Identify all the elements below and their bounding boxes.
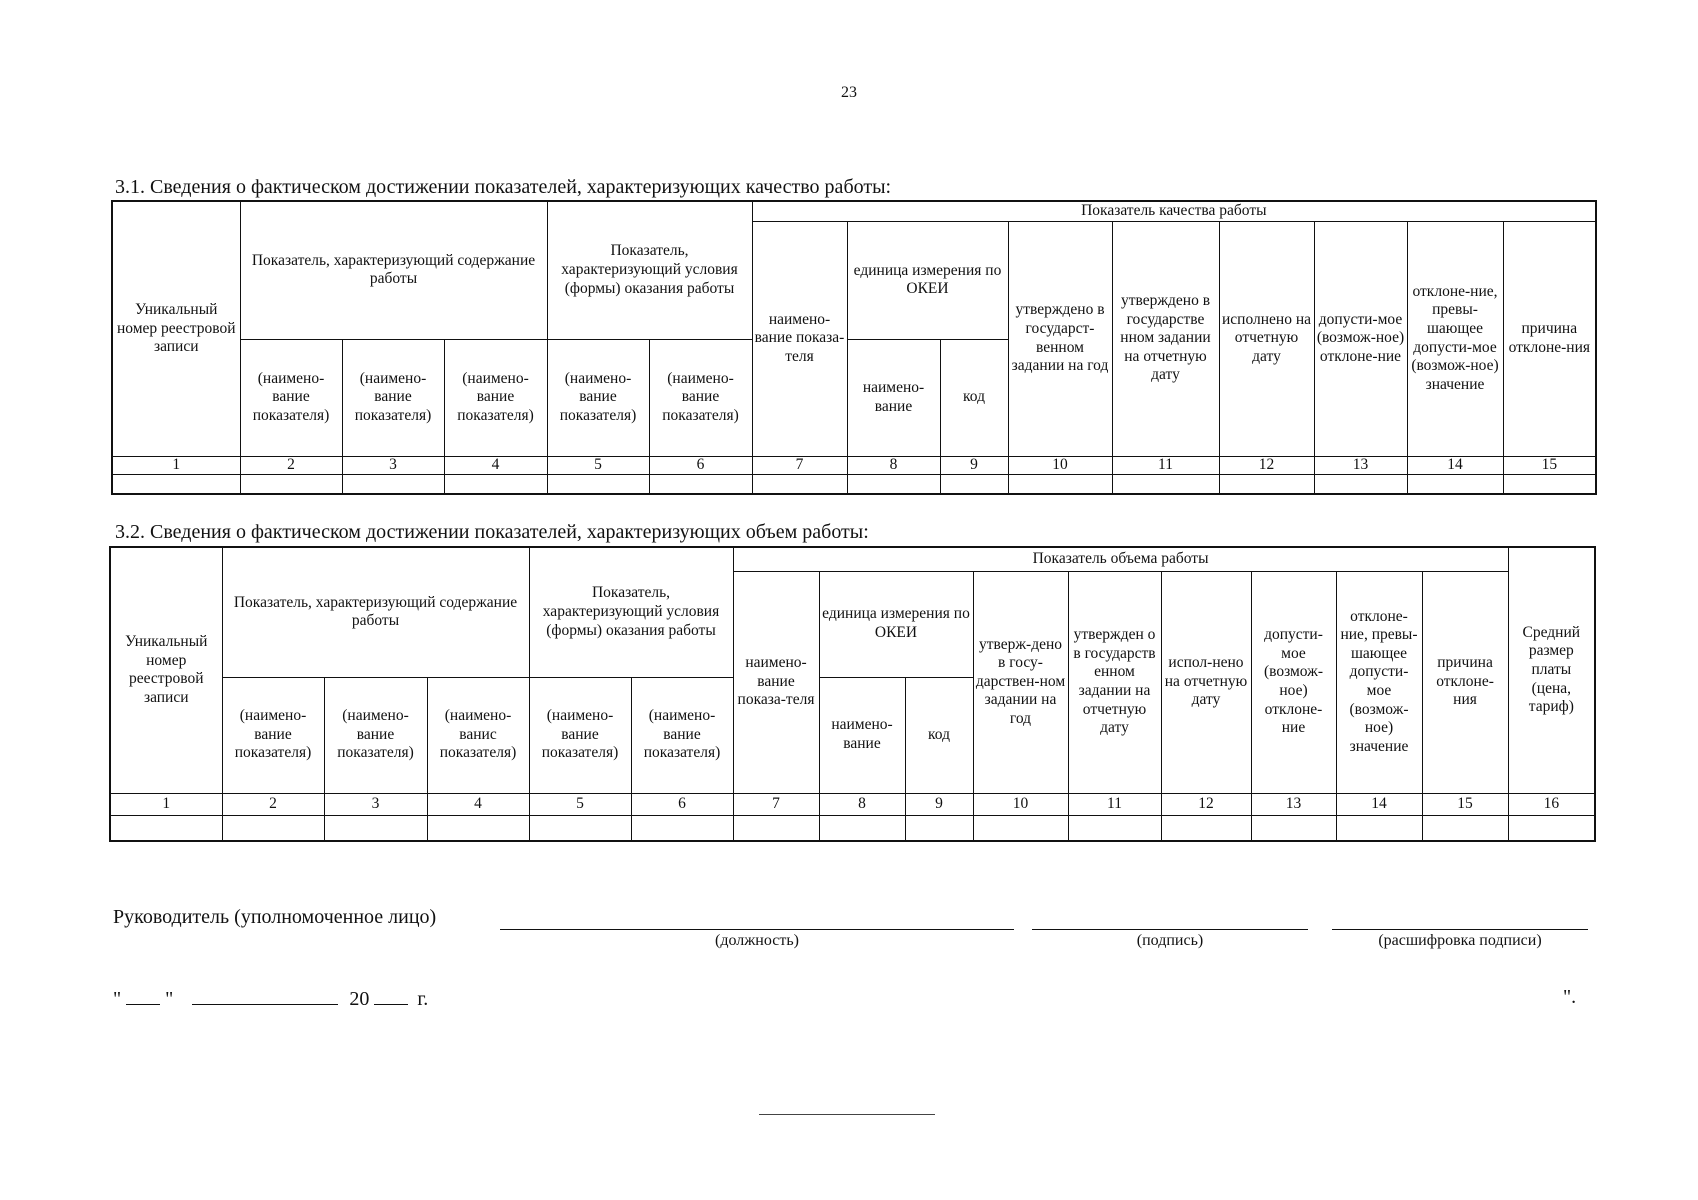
header-approved-year: утверждено в государст-венном задании на год [1008,221,1112,456]
year-blank[interactable] [374,986,408,1005]
data-cell [1422,815,1508,841]
quote-open: " [113,988,122,1010]
data-cell [733,815,819,841]
column-number: 15 [1422,793,1508,815]
subheader-unit-name: наимено-вание [847,339,940,456]
column-number: 7 [733,793,819,815]
header-average-fee: Средний размер платы (цена, тариф) [1508,547,1595,793]
year-prefix: 20 [349,988,370,1010]
subheader-indicator-name: (наимено-вание показателя) [649,339,752,456]
subheader-indicator-name: (наимено-вание показателя) [547,339,649,456]
year-suffix: г. [417,988,429,1010]
header-unique-number: Уникальный номер реестровой записи [110,547,222,793]
subheader-unit-code: код [905,677,973,793]
day-blank[interactable] [126,986,160,1005]
data-cell [1068,815,1161,841]
data-cell [110,815,222,841]
header-approved-year: утверж-дено в госу-дарствен-ном задании на год [973,571,1068,793]
volume-table [109,546,1596,842]
data-cell [1508,815,1595,841]
data-cell [973,815,1068,841]
position-caption: (должность) [715,932,799,949]
subheader-indicator-name: (наимено-вание показателя) [222,677,324,793]
footnote-rule [759,1114,935,1115]
column-number: 15 [1503,456,1596,474]
column-number: 1 [110,793,222,815]
data-cell [905,815,973,841]
data-cell [1336,815,1422,841]
subheader-indicator-name: (наимено-вание показателя) [324,677,427,793]
position-line[interactable] [500,929,1014,930]
header-approved-date: утвержден о в государств енном задании на отчетную дату [1068,571,1161,793]
column-number: 8 [847,456,940,474]
signature-caption: (подпись) [1136,932,1204,949]
data-cell [1251,815,1336,841]
header-approved-date: утверждено в государстве нном задании на отчетную дату [1112,221,1219,456]
month-blank[interactable] [192,986,338,1005]
data-cell [1314,474,1407,494]
data-cell [649,474,752,494]
header-content-indicator: Показатель, характеризующий содержание работы [240,201,547,339]
column-number: 2 [222,793,324,815]
data-cell [1407,474,1503,494]
data-cell [342,474,444,494]
data-cell [847,474,940,494]
data-cell [547,474,649,494]
column-number: 13 [1314,456,1407,474]
data-cell [940,474,1008,494]
column-number: 14 [1407,456,1503,474]
header-deviation-reason: причина отклоне-ния [1503,221,1596,456]
column-number: 3 [342,456,444,474]
data-cell [752,474,847,494]
column-number: 9 [905,793,973,815]
page-number: 23 [841,84,857,101]
data-cell [1161,815,1251,841]
section-3-1-title: 3.1. Сведения о фактическом достижении показателей, характеризующих качество работы: [115,176,892,198]
column-number: 5 [547,456,649,474]
subheader-indicator-name: (наимено-вание показателя) [342,339,444,456]
subheader-indicator-name: (наимено-вание показателя) [444,339,547,456]
signature-decode-line[interactable] [1332,929,1588,930]
column-number: 1 [112,456,240,474]
data-cell [324,815,427,841]
header-exceeding-deviation: отклоне-ние, превы-шающее допусти-мое (возмож-ное) значение [1407,221,1503,456]
section-3-2-title: 3.2. Сведения о фактическом достижении показателей, характеризующих объем работы: [115,521,869,543]
signature-label: Руководитель (уполномоченное лицо) [113,906,437,928]
header-unit-okei: единица измерения по ОКЕИ [819,571,973,677]
data-cell [1112,474,1219,494]
column-number: 16 [1508,793,1595,815]
data-cell [1503,474,1596,494]
column-number: 4 [427,793,529,815]
column-number: 2 [240,456,342,474]
header-allowed-deviation: допусти-мое (возмож-ное) отклоне-ние [1251,571,1336,793]
subheader-indicator-name: (наимено-вание показателя) [240,339,342,456]
header-executed: испол-нено на отчетную дату [1161,571,1251,793]
subheader-indicator-name: (наимено-вание показателя) [529,677,631,793]
data-cell [222,815,324,841]
column-number: 10 [973,793,1068,815]
data-cell [444,474,547,494]
column-number: 12 [1219,456,1314,474]
header-unique-number: Уникальный номер реестровой записи [112,201,240,456]
header-deviation-reason: причина отклоне-ния [1422,571,1508,793]
column-number: 14 [1336,793,1422,815]
header-allowed-deviation: допусти-мое (возмож-ное) отклоне-ние [1314,221,1407,456]
column-number: 13 [1251,793,1336,815]
header-conditions-indicator: Показатель, характеризующий условия (формы) оказания работы [529,547,733,677]
column-number: 9 [940,456,1008,474]
quote-close: " [165,988,174,1010]
signature-line[interactable] [1032,929,1308,930]
header-indicator-name: наимено-вание показа-теля [752,221,847,456]
data-cell [1008,474,1112,494]
data-cell [631,815,733,841]
header-indicator-name: наимено-вание показа-теля [733,571,819,793]
subheader-unit-code: код [940,339,1008,456]
header-unit-okei: единица измерения по ОКЕИ [847,221,1008,339]
column-number: 11 [1112,456,1219,474]
data-cell [112,474,240,494]
data-cell [1219,474,1314,494]
subheader-indicator-name: (наимено-ванис показателя) [427,677,529,793]
subheader-unit-name: наимено-вание [819,677,905,793]
date-field [113,986,428,1011]
column-number: 6 [631,793,733,815]
header-exceeding-deviation: отклоне-ние, превы-шающее допусти-мое (возмож-ное) значение [1336,571,1422,793]
column-number: 5 [529,793,631,815]
subheader-indicator-name: (наимено-вание показателя) [631,677,733,793]
header-executed: исполнено на отчетную дату [1219,221,1314,456]
data-cell [819,815,905,841]
header-volume-indicator: Показатель объема работы [733,547,1508,571]
data-cell [529,815,631,841]
column-number: 11 [1068,793,1161,815]
column-number: 10 [1008,456,1112,474]
column-number: 4 [444,456,547,474]
column-number: 12 [1161,793,1251,815]
header-quality-indicator: Показатель качества работы [752,201,1596,221]
header-conditions-indicator: Показатель, характеризующий условия (формы) оказания работы [547,201,752,339]
column-number: 3 [324,793,427,815]
data-cell [427,815,529,841]
closing-quote: ". [1563,986,1577,1008]
header-content-indicator: Показатель, характеризующий содержание работы [222,547,529,677]
data-cell [240,474,342,494]
signature-decode-caption: (расшифровка подписи) [1378,932,1542,949]
column-number: 7 [752,456,847,474]
column-number: 8 [819,793,905,815]
column-number: 6 [649,456,752,474]
quality-table [111,200,1597,495]
